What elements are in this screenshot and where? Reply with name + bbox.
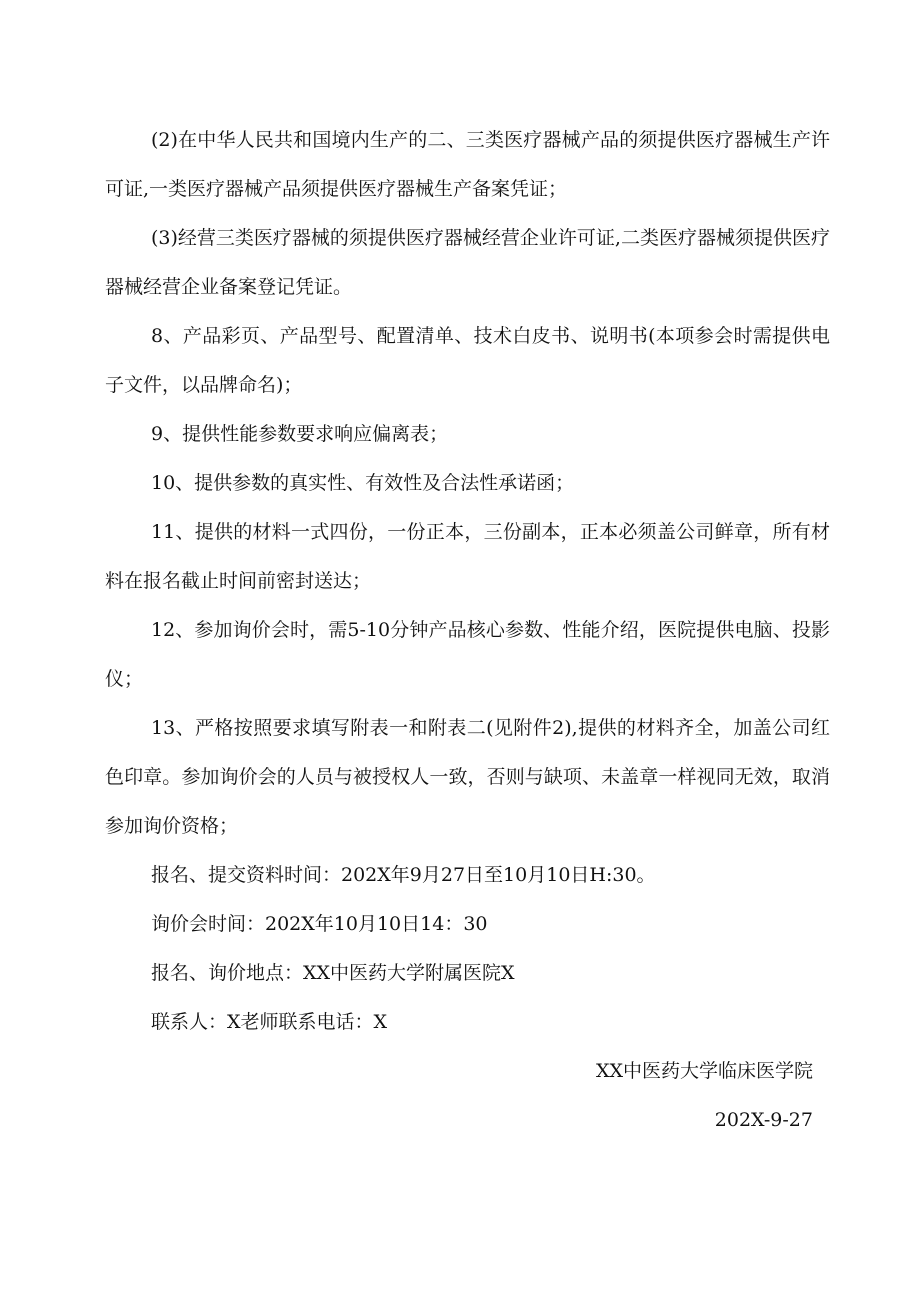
paragraph-item-11: 11、提供的材料一式四份，一份正本，三份副本，正本必须盖公司鲜章，所有材料在报名截止时间前密封送达；: [105, 521, 830, 592]
paragraph-business-license: (3)经营三类医疗器械的须提供医疗器械经营企业许可证,二类医疗器械须提供医疗器械经营企业备案登记凭证。: [105, 227, 830, 298]
paragraph-item-12: 12、参加询价会时，需5-10分钟产品核心参数、性能介绍，医院提供电脑、投影仪；: [105, 619, 830, 690]
signature-organization: XX中医药大学临床医学院: [595, 1060, 813, 1082]
paragraph-item-13: 13、严格按照要求填写附表一和附表二(见附件2),提供的材料齐全，加盖公司红色印章。参加询价会的人员与被授权人一致，否则与缺项、未盖章一样视同无效，取消参加询价资格；: [105, 717, 830, 837]
paragraph-location: 报名、询价地点：XX中医药大学附属医院X: [151, 962, 515, 984]
paragraph-item-10: 10、提供参数的真实性、有效性及合法性承诺函；: [151, 472, 575, 494]
paragraph-registration-time: 报名、提交资料时间：202X年9月27日至10月10日H:30。: [151, 864, 656, 886]
paragraph-inquiry-time: 询价会时间：202X年10月10日14：30: [151, 913, 488, 935]
paragraph-contact: 联系人：X老师联系电话：X: [151, 1011, 388, 1033]
paragraph-item-8: 8、产品彩页、产品型号、配置清单、技术白皮书、说明书(本项参会时需提供电子文件，以品牌命名)；: [105, 325, 830, 396]
paragraph-production-license: (2)在中华人民共和国境内生产的二、三类医疗器械产品的须提供医疗器械生产许可证,一类医疗器械产品须提供医疗器械生产备案凭证；: [105, 129, 830, 200]
signature-date: 202X-9-27: [714, 1109, 813, 1131]
paragraph-item-9: 9、提供性能参数要求响应偏离表；: [151, 423, 449, 445]
